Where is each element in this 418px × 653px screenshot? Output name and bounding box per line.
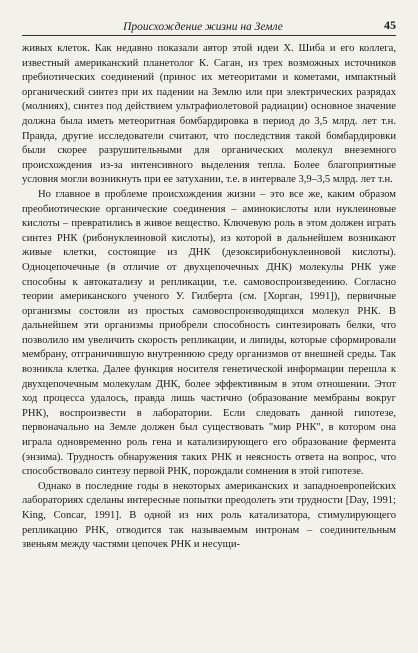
page-header <box>22 18 396 36</box>
page-body <box>22 42 396 553</box>
paragraph-3: Однако в последние годы в некоторых американских и западноевропейских лабораториях сделаны интересные попытки преодолеть эти трудности [Day, 1991; King, Concar, 1991]. В одной из них роль катализатора, стимулирующего репликацию РНК, отводится так называемым интронам – соединительным звеньям между частями цепочек РНК и несущи- <box>22 480 396 551</box>
page-number: 45 <box>384 18 396 32</box>
paragraph-1: живых клеток. Как недавно показали автор этой идеи Х. Шиба и его коллега, известный американский планетолог К. Саган, из трех возможных источников пребиотических соединений (принос их метеоритами и кометами, импактный органический синтез при их падении на Землю или при электрических разрядах (молниях), синтез под действием ультрафиолетовой радиации) основное значение должна была иметь метеоритная бомбардировка в период до 3,5 млрд. лет т.н. Правда, другие исследователи считают, что последствия такой бомбардировки были скорее разрушительными для органических молекул внеземного происхождения из-за интенсивного выделения тепла. Более благоприятные условия могли возникнуть при ее затухании, т.е. в интервале 3,9–3,5 млрд. лет т.н. <box>22 43 396 186</box>
running-title: Происхождение жизни на Земле <box>123 21 283 33</box>
paragraph-2: Но главное в проблеме происхождения жизни – это все же, каким образом преобиотические органические соединения – аминокислоты или нуклеиновые кислоты – превратились в живое вещество. Ключевую роль в этом должен играть синтез РНК (рибонуклеиновой кислоты), из которой в дальнейшем возникают живые клетки, состоящие из ДНК (дезоксирибонуклеиновой кислоты). Одноцепочечные (в отличие от двухцепочечных ДНК) молекулы РНК уже способны к автокатализу и репликации, т.е. самовоспроизведению. Согласно теории американского ученого У. Гилберта (см. [Хорган, 1991]), первичные организмы состояли из простых самовоспроизводящихся молекул РНК. В дальнейшем эти организмы приобрели способность синтезировать белки, что позволило им увеличить скорость репликации, и липиды, которые сформировали мембрану, отграничившую внутреннюю среду организмов от внешней среды. Так возникла клетка. Далее функция носителя генетической информации перешла к двухцепочечным молекулам ДНК, более эффективным в этом отношении. Этот ход процесса удалось, правда лишь частично (образование мембраны вокруг РНК), воспроизвести в лаборатории. Если следовать данной гипотезе, первоначально на Земле должен был существовать "мир РНК", в котором она играла одновременно роль гена и катализирующего его образование фермента (энзима). Трудность обнаружения таких РНК и неясность ответа на вопрос, что способствовало синтезу первой РНК, порождали сомнения в этой гипотезе. <box>22 188 396 478</box>
